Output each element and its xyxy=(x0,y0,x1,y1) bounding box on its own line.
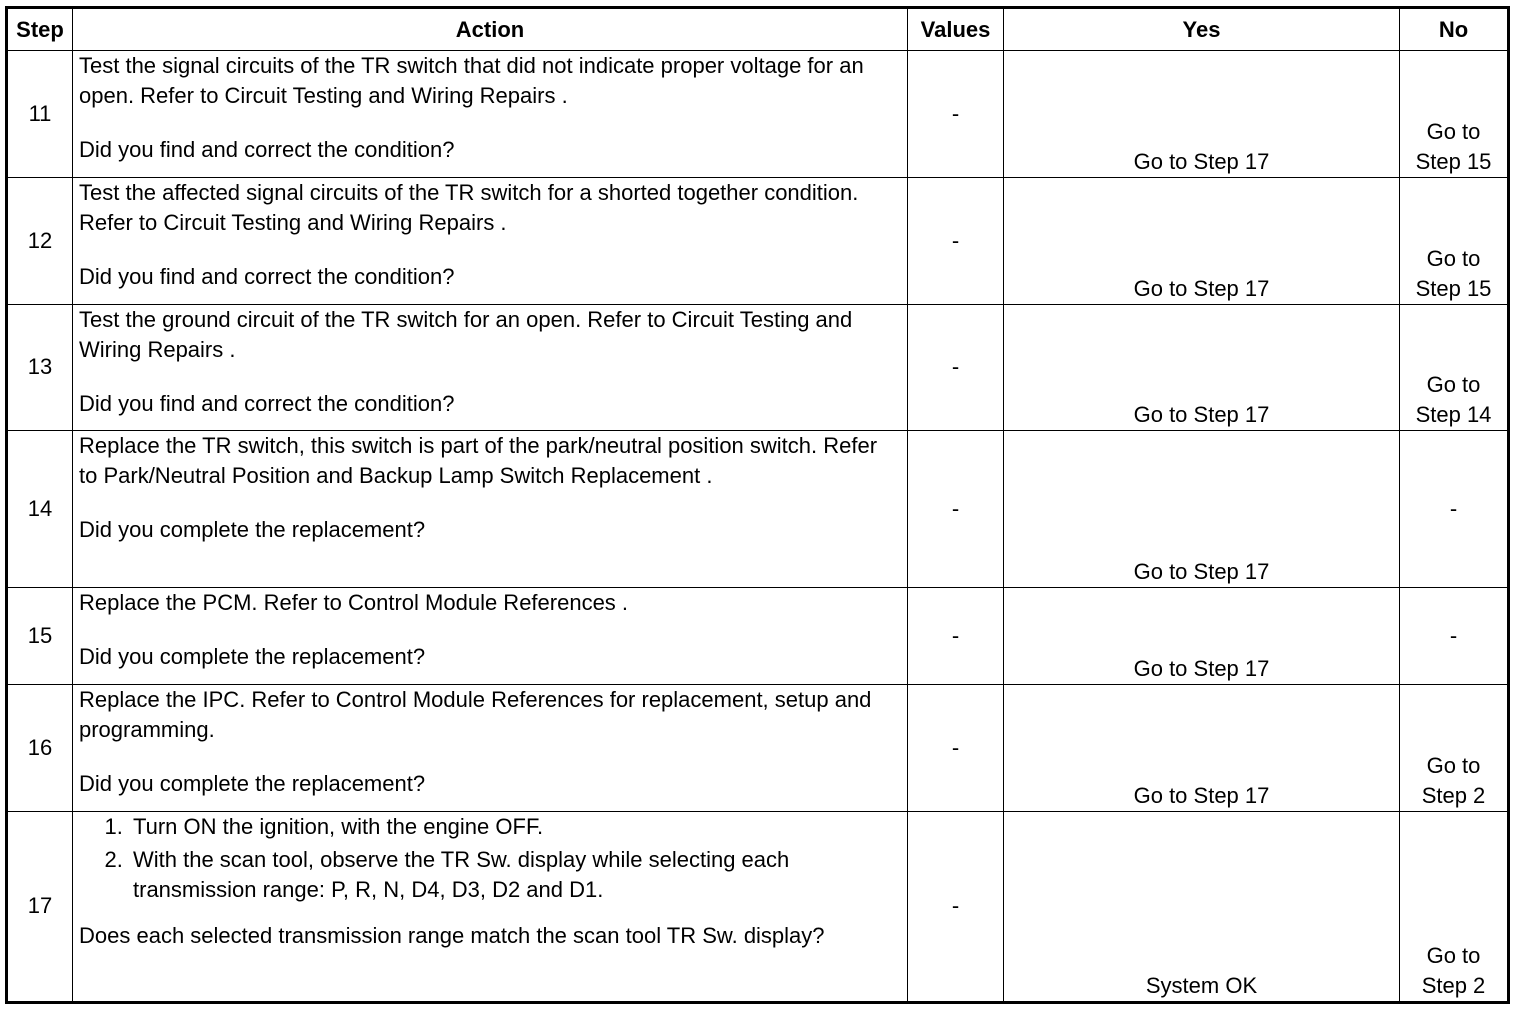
action-question: Did you complete the replacement? xyxy=(79,517,426,543)
yes-cell: Go to Step 17 xyxy=(1004,51,1400,178)
step-number: 14 xyxy=(7,431,73,588)
table-row xyxy=(7,51,1509,178)
yes-cell: System OK xyxy=(1004,811,1400,1002)
yes-cell: Go to Step 17 xyxy=(1004,431,1400,588)
no-cell: - xyxy=(1400,588,1509,685)
yes-cell: Go to Step 17 xyxy=(1004,588,1400,685)
header-no: No xyxy=(1400,8,1509,51)
values-cell: - xyxy=(908,177,1004,304)
action-instruction: Replace the IPC. Refer to Control Module References for replacement, setup and programming. xyxy=(79,686,872,742)
action-instruction: Test the affected signal circuits of the TR switch for a shorted together condition. Refer to Circuit Testing and Wiring Repairs . xyxy=(79,179,859,235)
step-number: 17 xyxy=(7,811,73,1002)
action-cell xyxy=(73,588,908,685)
action-question: Did you find and correct the condition? xyxy=(79,390,455,416)
action-instruction: Replace the TR switch, this switch is part of the park/neutral position switch. Refer to Park/Neutral Position and Backup Lamp Switch Replacement . xyxy=(79,433,878,489)
values-cell: - xyxy=(908,811,1004,1002)
header-row xyxy=(7,8,1509,51)
values-cell: - xyxy=(908,304,1004,431)
header-step: Step xyxy=(7,8,73,51)
action-cell xyxy=(73,177,908,304)
action-cell xyxy=(73,431,908,588)
table-row xyxy=(7,684,1509,811)
header-values: Values xyxy=(908,8,1004,51)
action-cell xyxy=(73,51,908,178)
values-cell: - xyxy=(908,51,1004,178)
table-row xyxy=(7,588,1509,685)
no-cell: Go to Step 2 xyxy=(1400,811,1509,1002)
action-cell xyxy=(73,304,908,431)
action-cell xyxy=(73,811,908,1002)
action-question: Did you find and correct the condition? xyxy=(79,137,455,162)
step-number: 11 xyxy=(7,51,73,178)
values-cell: - xyxy=(908,588,1004,685)
table-row xyxy=(7,431,1509,588)
yes-cell: Go to Step 17 xyxy=(1004,684,1400,811)
no-cell: Go to Step 2 xyxy=(1400,684,1509,811)
table-row xyxy=(7,811,1509,1002)
values-cell: - xyxy=(908,431,1004,588)
step-number: 16 xyxy=(7,684,73,811)
substep-list xyxy=(79,812,901,905)
header-action: Action xyxy=(73,8,908,51)
table-row xyxy=(7,304,1509,431)
substep-item: 2. With the scan tool, observe the TR Sw. display while selecting each transmission range: P, R, N, D4, D3, D2 and D1. xyxy=(129,845,901,905)
action-question: Did you complete the replacement? xyxy=(79,770,426,796)
yes-cell: Go to Step 17 xyxy=(1004,177,1400,304)
step-number: 12 xyxy=(7,177,73,304)
action-question: Did you complete the replacement? xyxy=(79,644,426,670)
values-cell: - xyxy=(908,684,1004,811)
no-cell: - xyxy=(1400,431,1509,588)
no-cell: Go to Step 15 xyxy=(1400,51,1509,178)
action-question: Did you find and correct the condition? xyxy=(79,263,455,289)
action-instruction: Test the signal circuits of the TR switch that did not indicate proper voltage for an open. Refer to Circuit Testing and Wiring Repairs . xyxy=(79,53,864,108)
action-cell xyxy=(73,684,908,811)
table-row xyxy=(7,177,1509,304)
step-number: 13 xyxy=(7,304,73,431)
substep-item: 1. Turn ON the ignition, with the engine OFF. xyxy=(129,812,901,842)
no-cell: Go to Step 15 xyxy=(1400,177,1509,304)
yes-cell: Go to Step 17 xyxy=(1004,304,1400,431)
action-instruction: Replace the PCM. Refer to Control Module References . xyxy=(79,590,629,616)
diagnostic-table xyxy=(5,6,1510,1004)
no-cell: Go to Step 14 xyxy=(1400,304,1509,431)
header-yes: Yes xyxy=(1004,8,1400,51)
action-instruction: Test the ground circuit of the TR switch for an open. Refer to Circuit Testing and Wiring Repairs . xyxy=(79,306,853,362)
step-number: 15 xyxy=(7,588,73,685)
action-question: Does each selected transmission range match the scan tool TR Sw. display? xyxy=(79,922,825,948)
